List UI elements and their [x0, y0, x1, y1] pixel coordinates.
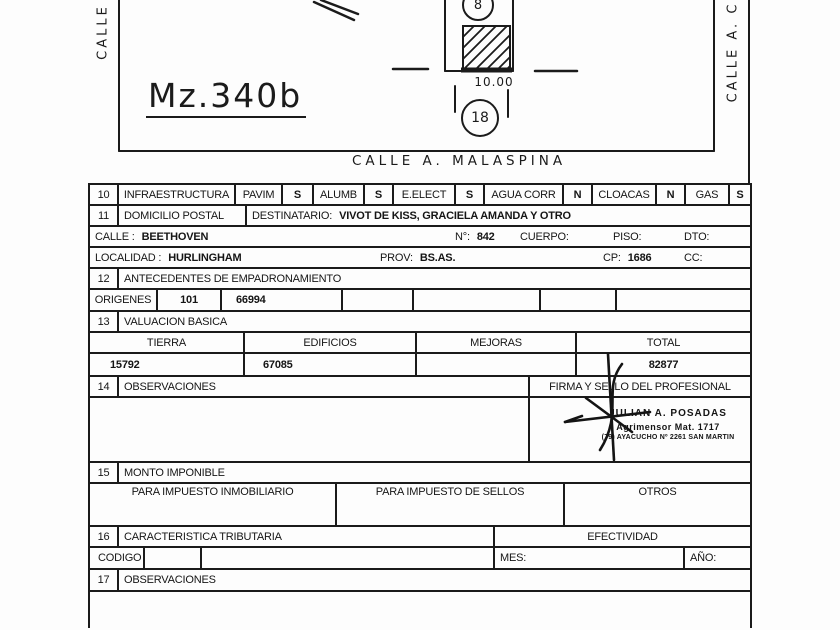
- section-label: DOMICILIO POSTAL: [119, 206, 247, 225]
- row-infraestructura: [90, 185, 750, 206]
- mes-label: MES:: [495, 548, 685, 568]
- destinatario-label: DESTINATARIO:: [252, 209, 333, 222]
- firma-sello-area: [530, 398, 750, 461]
- col-impuesto-sellos: PARA IMPUESTO DE SELLOS: [337, 484, 565, 525]
- field-label-gas: GAS: [686, 185, 730, 204]
- lot-number-top: 8: [473, 0, 483, 13]
- prov-group: [380, 248, 455, 267]
- origen-empty-cell: [414, 290, 541, 310]
- col-header-total: TOTAL: [646, 336, 681, 349]
- piso-label: PISO:: [613, 230, 642, 243]
- nro-group: [455, 227, 495, 246]
- empty-bottom-area: [90, 592, 750, 628]
- row-monto-imponible: [90, 463, 750, 484]
- efectividad-header: EFECTIVIDAD: [587, 530, 658, 543]
- street-label-left: CALLE: [95, 4, 111, 60]
- calle-value: BEETHOVEN: [141, 230, 209, 243]
- anio-label: AÑO:: [690, 552, 717, 564]
- row-codigo: [90, 548, 750, 570]
- row-monto-columns: [90, 484, 750, 527]
- row-caracteristica: [90, 527, 750, 548]
- cp-group: [603, 248, 651, 267]
- field-label-cloacas: CLOACAS: [593, 185, 657, 204]
- stamp-address: (79) AYACUCHO Nº 2261 SAN MARTIN: [601, 433, 735, 441]
- dto-label: DTO:: [684, 230, 710, 243]
- section-label: MONTO IMPONIBLE: [124, 466, 225, 479]
- row-number: 13: [90, 312, 119, 331]
- origen-value-1: 101: [158, 290, 222, 310]
- field-value-eelect: S: [456, 185, 485, 204]
- street-label-bottom: CALLE A. MALASPINA: [352, 153, 567, 169]
- origen-value-2: 66994: [222, 290, 343, 310]
- row-valuacion: [90, 312, 750, 333]
- row-number: 10: [90, 185, 119, 204]
- stamp-name: JULIAN A. POSADAS: [609, 408, 727, 419]
- field-label-alumb: ALUMB: [314, 185, 365, 204]
- codigo-label: CODIGO: [90, 548, 145, 568]
- prov-value: BS.AS.: [419, 251, 456, 264]
- codigo-empty-cell: [202, 548, 495, 568]
- field-value-cloacas: N: [657, 185, 686, 204]
- lot-number-bottom-circle: [461, 99, 499, 137]
- origen-empty-cell: [617, 290, 750, 310]
- codigo-empty-cell: [145, 548, 202, 568]
- localidad-value: HURLINGHAM: [168, 251, 242, 264]
- signature-scribble: [562, 350, 652, 465]
- cp-label: CP:: [603, 251, 621, 264]
- origenes-label: ORIGENES: [90, 290, 158, 310]
- row-number: 16: [90, 527, 119, 546]
- field-label-aguacorr: AGUA CORR: [485, 185, 564, 204]
- firma-header: FIRMA Y SELLO DEL PROFESIONAL: [549, 380, 731, 393]
- localidad-label: LOCALIDAD :: [95, 251, 162, 264]
- block-number-label: Mz.340b: [146, 76, 306, 118]
- section-label: CARACTERISTICA TRIBUTARIA: [119, 527, 495, 546]
- section-label: ANTECEDENTES DE EMPADRONAMIENTO: [124, 272, 342, 285]
- col-header-mejoras: MEJORAS: [417, 333, 577, 352]
- calle-label: CALLE :: [95, 230, 135, 243]
- col-header-edificios: EDIFICIOS: [245, 333, 417, 352]
- row-observaciones-17: [90, 570, 750, 592]
- lot-number-bottom: 18: [471, 110, 489, 126]
- prov-label: PROV:: [380, 251, 413, 264]
- col-otros: OTROS: [638, 486, 677, 498]
- nro-value: 842: [476, 230, 495, 243]
- value-total: 82877: [648, 358, 679, 371]
- field-value-pavim: S: [283, 185, 314, 204]
- row-calle: [90, 227, 750, 248]
- col-header-tierra: TIERRA: [90, 333, 245, 352]
- row-localidad: [90, 248, 750, 269]
- value-edificios: 67085: [245, 354, 417, 375]
- lot-width-dimension: 10.00: [474, 75, 514, 89]
- section-label: INFRAESTRUCTURA: [119, 185, 236, 204]
- stamp-title: Agrimensor Mat. 1717: [616, 421, 720, 432]
- field-value-gas: S: [736, 188, 744, 201]
- cadastral-form-table: [88, 183, 752, 628]
- row-antecedentes: [90, 269, 750, 290]
- observaciones-empty-area: [90, 398, 530, 461]
- section-label: VALUACION BASICA: [124, 315, 227, 328]
- row-origenes: [90, 290, 750, 312]
- destinatario-cell: [247, 206, 750, 225]
- cuerpo-label: CUERPO:: [520, 230, 569, 243]
- section-label: OBSERVACIONES: [124, 574, 216, 586]
- field-label-eelect: E.ELECT: [394, 185, 456, 204]
- calle-cell: [90, 227, 750, 246]
- destinatario-value: VIVOT DE KISS, GRACIELA AMANDA Y OTRO: [339, 209, 571, 222]
- field-value-alumb: S: [365, 185, 394, 204]
- field-value-aguacorr: N: [564, 185, 593, 204]
- section-label: OBSERVACIONES: [119, 377, 530, 396]
- value-mejoras: [417, 354, 577, 375]
- row-domicilio-postal: [90, 206, 750, 227]
- row-number: 15: [90, 463, 119, 482]
- cc-label: CC:: [684, 251, 703, 264]
- row-number: 17: [90, 570, 119, 590]
- street-label-right: CALLE A. C: [725, 1, 741, 103]
- value-tierra: 15792: [90, 354, 245, 375]
- row-number: 11: [90, 206, 119, 225]
- nro-label: N°:: [455, 230, 470, 243]
- origen-empty-cell: [541, 290, 617, 310]
- origen-empty-cell: [343, 290, 414, 310]
- field-label-pavim: PAVIM: [236, 185, 283, 204]
- row-observaciones-body: [90, 398, 750, 463]
- row-number: 14: [90, 377, 119, 396]
- cp-value: 1686: [627, 251, 652, 264]
- localidad-cell: [90, 248, 750, 267]
- col-impuesto-inmobiliario: PARA IMPUESTO INMOBILIARIO: [90, 484, 337, 525]
- row-number: 12: [90, 269, 119, 288]
